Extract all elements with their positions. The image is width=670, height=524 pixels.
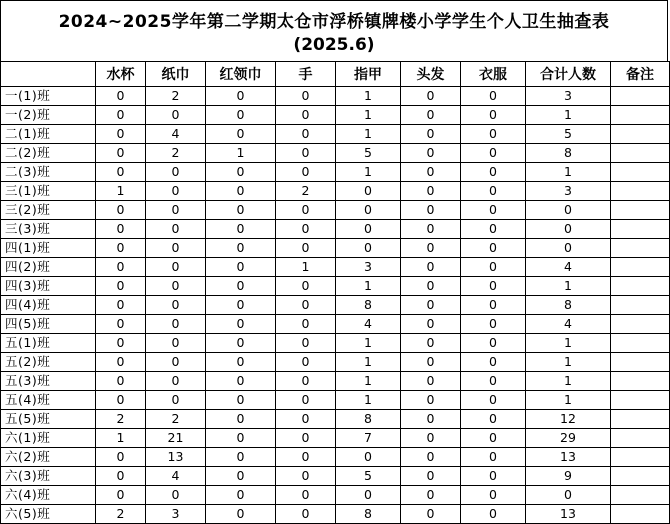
hair-cell: 0 — [401, 391, 461, 410]
remarks-cell — [611, 448, 670, 467]
red-scarf-cell: 0 — [206, 258, 276, 277]
clothes-cell: 0 — [461, 144, 526, 163]
nails-cell: 1 — [336, 372, 401, 391]
red-scarf-cell: 0 — [206, 87, 276, 106]
cup-cell: 0 — [96, 87, 146, 106]
total-cell: 13 — [526, 505, 611, 524]
clothes-cell: 0 — [461, 258, 526, 277]
table-row — [1, 315, 670, 334]
header-hands: 手 — [276, 62, 336, 87]
red-scarf-cell: 0 — [206, 106, 276, 125]
nails-cell: 8 — [336, 505, 401, 524]
total-cell: 13 — [526, 448, 611, 467]
class-name-cell: 五(2)班 — [1, 353, 96, 372]
hands-cell: 2 — [276, 182, 336, 201]
red-scarf-cell: 0 — [206, 448, 276, 467]
clothes-cell: 0 — [461, 277, 526, 296]
tissue-cell: 0 — [146, 220, 206, 239]
hands-cell: 0 — [276, 391, 336, 410]
hands-cell: 0 — [276, 429, 336, 448]
hair-cell: 0 — [401, 505, 461, 524]
total-cell: 12 — [526, 410, 611, 429]
hands-cell: 0 — [276, 220, 336, 239]
table-row — [1, 163, 670, 182]
header-cup: 水杯 — [96, 62, 146, 87]
cup-cell: 0 — [96, 448, 146, 467]
class-name-cell: 五(5)班 — [1, 410, 96, 429]
tissue-cell: 0 — [146, 372, 206, 391]
remarks-cell — [611, 296, 670, 315]
nails-cell: 0 — [336, 201, 401, 220]
cup-cell: 1 — [96, 182, 146, 201]
red-scarf-cell: 0 — [206, 315, 276, 334]
red-scarf-cell: 0 — [206, 201, 276, 220]
hands-cell: 0 — [276, 296, 336, 315]
table-row — [1, 429, 670, 448]
remarks-cell — [611, 87, 670, 106]
table-row — [1, 448, 670, 467]
table-row — [1, 372, 670, 391]
class-name-cell: 四(3)班 — [1, 277, 96, 296]
table-row — [1, 182, 670, 201]
hair-cell: 0 — [401, 144, 461, 163]
nails-cell: 0 — [336, 239, 401, 258]
hair-cell: 0 — [401, 125, 461, 144]
red-scarf-cell: 0 — [206, 429, 276, 448]
total-cell: 1 — [526, 277, 611, 296]
hands-cell: 0 — [276, 372, 336, 391]
hair-cell: 0 — [401, 106, 461, 125]
tissue-cell: 0 — [146, 296, 206, 315]
clothes-cell: 0 — [461, 448, 526, 467]
class-name-cell: 六(4)班 — [1, 486, 96, 505]
red-scarf-cell: 0 — [206, 391, 276, 410]
clothes-cell: 0 — [461, 315, 526, 334]
table-row — [1, 277, 670, 296]
total-cell: 3 — [526, 87, 611, 106]
hair-cell: 0 — [401, 353, 461, 372]
clothes-cell: 0 — [461, 391, 526, 410]
total-cell: 8 — [526, 296, 611, 315]
cup-cell: 0 — [96, 163, 146, 182]
red-scarf-cell: 0 — [206, 410, 276, 429]
tissue-cell: 0 — [146, 277, 206, 296]
hands-cell: 0 — [276, 201, 336, 220]
tissue-cell: 0 — [146, 106, 206, 125]
header-remarks: 备注 — [611, 62, 670, 87]
table-row — [1, 334, 670, 353]
class-name-cell: 一(1)班 — [1, 87, 96, 106]
clothes-cell: 0 — [461, 125, 526, 144]
red-scarf-cell: 0 — [206, 125, 276, 144]
table-row — [1, 467, 670, 486]
tissue-cell: 0 — [146, 201, 206, 220]
hands-cell: 0 — [276, 505, 336, 524]
hands-cell: 0 — [276, 315, 336, 334]
hair-cell: 0 — [401, 315, 461, 334]
remarks-cell — [611, 201, 670, 220]
total-cell: 9 — [526, 467, 611, 486]
tissue-cell: 0 — [146, 334, 206, 353]
remarks-cell — [611, 467, 670, 486]
tissue-cell: 0 — [146, 163, 206, 182]
table-row — [1, 220, 670, 239]
cup-cell: 0 — [96, 258, 146, 277]
clothes-cell: 0 — [461, 296, 526, 315]
hair-cell: 0 — [401, 258, 461, 277]
header-total: 合计人数 — [526, 62, 611, 87]
cup-cell: 0 — [96, 486, 146, 505]
table-row — [1, 505, 670, 524]
clothes-cell: 0 — [461, 429, 526, 448]
hair-cell: 0 — [401, 410, 461, 429]
table-row — [1, 239, 670, 258]
clothes-cell: 0 — [461, 353, 526, 372]
cup-cell: 0 — [96, 315, 146, 334]
red-scarf-cell: 0 — [206, 505, 276, 524]
total-cell: 5 — [526, 125, 611, 144]
clothes-cell: 0 — [461, 372, 526, 391]
nails-cell: 5 — [336, 144, 401, 163]
class-name-cell: 三(3)班 — [1, 220, 96, 239]
hands-cell: 0 — [276, 87, 336, 106]
table-row — [1, 486, 670, 505]
total-cell: 0 — [526, 220, 611, 239]
red-scarf-cell: 0 — [206, 277, 276, 296]
tissue-cell: 13 — [146, 448, 206, 467]
class-name-cell: 五(1)班 — [1, 334, 96, 353]
nails-cell: 0 — [336, 220, 401, 239]
tissue-cell: 4 — [146, 125, 206, 144]
tissue-cell: 2 — [146, 410, 206, 429]
hands-cell: 0 — [276, 144, 336, 163]
cup-cell: 0 — [96, 106, 146, 125]
hands-cell: 0 — [276, 486, 336, 505]
table-row — [1, 258, 670, 277]
hands-cell: 0 — [276, 125, 336, 144]
remarks-cell — [611, 334, 670, 353]
remarks-cell — [611, 277, 670, 296]
nails-cell: 0 — [336, 486, 401, 505]
hands-cell: 0 — [276, 239, 336, 258]
class-name-cell: 四(5)班 — [1, 315, 96, 334]
clothes-cell: 0 — [461, 467, 526, 486]
clothes-cell: 0 — [461, 163, 526, 182]
remarks-cell — [611, 486, 670, 505]
table-row — [1, 106, 670, 125]
hands-cell: 0 — [276, 277, 336, 296]
class-name-cell: 六(2)班 — [1, 448, 96, 467]
class-name-cell: 六(3)班 — [1, 467, 96, 486]
table-row — [1, 87, 670, 106]
hands-cell: 0 — [276, 353, 336, 372]
hair-cell: 0 — [401, 448, 461, 467]
table-row — [1, 391, 670, 410]
red-scarf-cell: 0 — [206, 239, 276, 258]
remarks-cell — [611, 410, 670, 429]
class-name-cell: 一(2)班 — [1, 106, 96, 125]
remarks-cell — [611, 353, 670, 372]
nails-cell: 1 — [336, 163, 401, 182]
class-name-cell: 四(4)班 — [1, 296, 96, 315]
cup-cell: 0 — [96, 467, 146, 486]
remarks-cell — [611, 182, 670, 201]
remarks-cell — [611, 106, 670, 125]
class-name-cell: 二(2)班 — [1, 144, 96, 163]
remarks-cell — [611, 258, 670, 277]
cup-cell: 0 — [96, 277, 146, 296]
tissue-cell: 0 — [146, 353, 206, 372]
total-cell: 1 — [526, 372, 611, 391]
hands-cell: 0 — [276, 163, 336, 182]
class-name-cell: 六(5)班 — [1, 505, 96, 524]
tissue-cell: 4 — [146, 467, 206, 486]
remarks-cell — [611, 391, 670, 410]
hygiene-table — [0, 61, 670, 524]
total-cell: 1 — [526, 163, 611, 182]
clothes-cell: 0 — [461, 505, 526, 524]
class-name-cell: 二(1)班 — [1, 125, 96, 144]
header-nails: 指甲 — [336, 62, 401, 87]
total-cell: 1 — [526, 106, 611, 125]
tissue-cell: 0 — [146, 486, 206, 505]
table-row — [1, 296, 670, 315]
class-name-cell: 二(3)班 — [1, 163, 96, 182]
hair-cell: 0 — [401, 296, 461, 315]
hair-cell: 0 — [401, 277, 461, 296]
cup-cell: 0 — [96, 220, 146, 239]
total-cell: 4 — [526, 315, 611, 334]
cup-cell: 0 — [96, 372, 146, 391]
tissue-cell: 2 — [146, 144, 206, 163]
total-cell: 0 — [526, 201, 611, 220]
clothes-cell: 0 — [461, 201, 526, 220]
clothes-cell: 0 — [461, 239, 526, 258]
red-scarf-cell: 0 — [206, 163, 276, 182]
remarks-cell — [611, 239, 670, 258]
hair-cell: 0 — [401, 163, 461, 182]
hands-cell: 0 — [276, 334, 336, 353]
red-scarf-cell: 1 — [206, 144, 276, 163]
hair-cell: 0 — [401, 486, 461, 505]
tissue-cell: 21 — [146, 429, 206, 448]
total-cell: 29 — [526, 429, 611, 448]
remarks-cell — [611, 429, 670, 448]
cup-cell: 2 — [96, 505, 146, 524]
cup-cell: 2 — [96, 410, 146, 429]
table-row — [1, 353, 670, 372]
class-name-cell: 五(3)班 — [1, 372, 96, 391]
class-name-cell: 三(1)班 — [1, 182, 96, 201]
red-scarf-cell: 0 — [206, 220, 276, 239]
remarks-cell — [611, 372, 670, 391]
hair-cell: 0 — [401, 239, 461, 258]
table-body — [1, 87, 670, 524]
red-scarf-cell: 0 — [206, 334, 276, 353]
red-scarf-cell: 0 — [206, 353, 276, 372]
nails-cell: 8 — [336, 410, 401, 429]
class-name-cell: 四(2)班 — [1, 258, 96, 277]
remarks-cell — [611, 125, 670, 144]
clothes-cell: 0 — [461, 106, 526, 125]
tissue-cell: 0 — [146, 315, 206, 334]
total-cell: 1 — [526, 353, 611, 372]
cup-cell: 0 — [96, 296, 146, 315]
hair-cell: 0 — [401, 467, 461, 486]
header-row — [1, 62, 670, 87]
tissue-cell: 0 — [146, 182, 206, 201]
table-row — [1, 201, 670, 220]
cup-cell: 0 — [96, 144, 146, 163]
cup-cell: 0 — [96, 125, 146, 144]
class-name-cell: 四(1)班 — [1, 239, 96, 258]
nails-cell: 4 — [336, 315, 401, 334]
hair-cell: 0 — [401, 429, 461, 448]
header-red-scarf: 红领巾 — [206, 62, 276, 87]
class-name-cell: 六(1)班 — [1, 429, 96, 448]
total-cell: 4 — [526, 258, 611, 277]
hair-cell: 0 — [401, 87, 461, 106]
table-row — [1, 410, 670, 429]
header-hair: 头发 — [401, 62, 461, 87]
clothes-cell: 0 — [461, 486, 526, 505]
nails-cell: 1 — [336, 277, 401, 296]
hair-cell: 0 — [401, 201, 461, 220]
cup-cell: 0 — [96, 239, 146, 258]
cup-cell: 0 — [96, 391, 146, 410]
clothes-cell: 0 — [461, 87, 526, 106]
clothes-cell: 0 — [461, 410, 526, 429]
class-name-cell: 五(4)班 — [1, 391, 96, 410]
remarks-cell — [611, 144, 670, 163]
hands-cell: 0 — [276, 106, 336, 125]
clothes-cell: 0 — [461, 334, 526, 353]
nails-cell: 0 — [336, 182, 401, 201]
tissue-cell: 3 — [146, 505, 206, 524]
nails-cell: 1 — [336, 353, 401, 372]
table-row — [1, 125, 670, 144]
red-scarf-cell: 0 — [206, 467, 276, 486]
hair-cell: 0 — [401, 182, 461, 201]
title-block — [0, 0, 668, 61]
total-cell: 0 — [526, 239, 611, 258]
class-name-cell: 三(2)班 — [1, 201, 96, 220]
header-class — [1, 62, 96, 87]
nails-cell: 3 — [336, 258, 401, 277]
hair-cell: 0 — [401, 372, 461, 391]
tissue-cell: 0 — [146, 391, 206, 410]
hair-cell: 0 — [401, 334, 461, 353]
header-tissue: 纸巾 — [146, 62, 206, 87]
nails-cell: 0 — [336, 448, 401, 467]
page-subtitle-date: (2025.6) — [293, 35, 375, 55]
nails-cell: 1 — [336, 125, 401, 144]
red-scarf-cell: 0 — [206, 372, 276, 391]
remarks-cell — [611, 163, 670, 182]
total-cell: 1 — [526, 391, 611, 410]
hands-cell: 0 — [276, 448, 336, 467]
cup-cell: 0 — [96, 353, 146, 372]
tissue-cell: 0 — [146, 239, 206, 258]
total-cell: 1 — [526, 334, 611, 353]
nails-cell: 5 — [336, 467, 401, 486]
page-title: 2024~2025学年第二学期太仓市浮桥镇牌楼小学学生个人卫生抽查表 — [58, 12, 610, 32]
cup-cell: 1 — [96, 429, 146, 448]
remarks-cell — [611, 315, 670, 334]
red-scarf-cell: 0 — [206, 486, 276, 505]
table-row — [1, 144, 670, 163]
nails-cell: 8 — [336, 296, 401, 315]
total-cell: 3 — [526, 182, 611, 201]
hands-cell: 0 — [276, 410, 336, 429]
nails-cell: 1 — [336, 106, 401, 125]
remarks-cell — [611, 505, 670, 524]
nails-cell: 7 — [336, 429, 401, 448]
total-cell: 8 — [526, 144, 611, 163]
total-cell: 0 — [526, 486, 611, 505]
nails-cell: 1 — [336, 334, 401, 353]
clothes-cell: 0 — [461, 220, 526, 239]
cup-cell: 0 — [96, 334, 146, 353]
red-scarf-cell: 0 — [206, 182, 276, 201]
cup-cell: 0 — [96, 201, 146, 220]
header-clothes: 衣服 — [461, 62, 526, 87]
hands-cell: 1 — [276, 258, 336, 277]
clothes-cell: 0 — [461, 182, 526, 201]
tissue-cell: 2 — [146, 87, 206, 106]
red-scarf-cell: 0 — [206, 296, 276, 315]
tissue-cell: 0 — [146, 258, 206, 277]
remarks-cell — [611, 220, 670, 239]
nails-cell: 1 — [336, 391, 401, 410]
nails-cell: 1 — [336, 87, 401, 106]
hair-cell: 0 — [401, 220, 461, 239]
hands-cell: 0 — [276, 467, 336, 486]
